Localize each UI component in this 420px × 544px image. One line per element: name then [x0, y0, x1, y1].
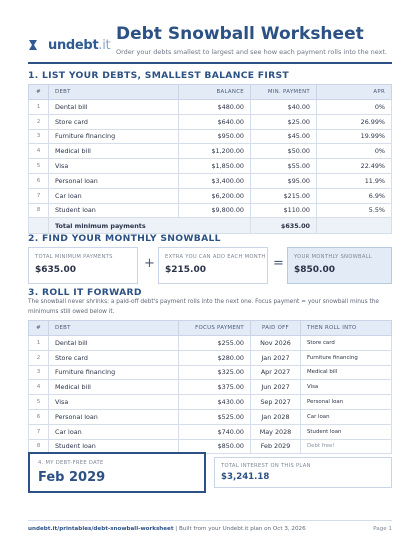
col-focus-payment: FOCUS PAYMENT — [179, 321, 251, 336]
debt-number: 6 — [29, 173, 49, 188]
roll-paid-off: Nov 2026 — [251, 336, 301, 351]
roll-into: Debt free! — [301, 439, 392, 454]
debt-number: 1 — [29, 100, 49, 115]
debt-number: 7 — [29, 188, 49, 203]
total-label: Total minimum payments — [49, 218, 251, 234]
roll-focus-payment: $525.00 — [179, 409, 251, 424]
roll-forward-note: The snowball never shrinks: a paid-off debt's payment rolls into the next one. Focus payment = your snowball minus the minimums still owed below it. — [28, 299, 379, 315]
monthly-snowball-value: $850.00 — [294, 265, 335, 275]
logo-wordmark: undebt.it — [48, 37, 111, 53]
equals-sign: = — [273, 256, 284, 271]
col-debt: DEBT — [49, 85, 179, 100]
roll-debt-name: Dental bill — [49, 336, 179, 351]
roll-number: 5 — [29, 395, 49, 410]
roll-number: 3 — [29, 365, 49, 380]
monthly-snowball-label: YOUR MONTHLY SNOWBALL — [294, 254, 373, 260]
debt-name: Car loan — [49, 188, 179, 203]
roll-row — [29, 380, 392, 395]
debt-apr: 0% — [317, 144, 392, 159]
roll-number: 6 — [29, 409, 49, 424]
debt-balance: $640.00 — [179, 114, 251, 129]
debt-apr: 11.9% — [317, 173, 392, 188]
debt-name: Dental bill — [49, 100, 179, 115]
roll-row — [29, 409, 392, 424]
plus-sign: + — [144, 256, 155, 271]
roll-row — [29, 336, 392, 351]
roll-focus-payment: $850.00 — [179, 439, 251, 454]
roll-paid-off: Feb 2029 — [251, 439, 301, 454]
debts-table — [28, 84, 392, 234]
extra-amount-value: $215.00 — [165, 265, 206, 275]
roll-into: Personal loan — [301, 395, 392, 410]
roll-focus-payment: $430.00 — [179, 395, 251, 410]
extra-amount-box — [158, 247, 268, 284]
col-min-payment: MIN. PAYMENT — [251, 85, 317, 100]
debt-apr: 6.9% — [317, 188, 392, 203]
roll-focus-payment: $375.00 — [179, 380, 251, 395]
total-minimum-label: TOTAL MINIMUM PAYMENTS — [35, 254, 113, 260]
debt-name: Personal loan — [49, 173, 179, 188]
col-balance: BALANCE — [179, 85, 251, 100]
section-2-title: 2. FIND YOUR MONTHLY SNOWBALL — [28, 233, 221, 244]
debt-number: 5 — [29, 159, 49, 174]
roll-debt-name: Store card — [49, 350, 179, 365]
worksheet-url-link[interactable]: undebt.it/printables/debt-snowball-worksheet — [28, 526, 174, 532]
debt-min-payment: $110.00 — [251, 203, 317, 218]
page-number: Page 1 — [373, 526, 392, 532]
debt-free-date-value: Feb 2029 — [38, 470, 106, 485]
debt-name: Furniture financing — [49, 129, 179, 144]
roll-paid-off: Jan 2028 — [251, 409, 301, 424]
debt-apr: 19.99% — [317, 129, 392, 144]
footer-note: | Built from your Undebt.it plan on Oct 3, 2026 — [173, 526, 306, 532]
debt-row — [29, 129, 392, 144]
total-interest-box — [214, 457, 392, 488]
roll-number: 1 — [29, 336, 49, 351]
roll-number: 4 — [29, 380, 49, 395]
total-interest-label: TOTAL INTEREST ON THIS PLAN — [221, 463, 311, 469]
roll-into: Medical bill — [301, 365, 392, 380]
roll-row — [29, 424, 392, 439]
roll-row — [29, 365, 392, 380]
roll-debt-name: Student loan — [49, 439, 179, 454]
total-blank-cell — [317, 218, 392, 234]
debt-balance: $950.00 — [179, 129, 251, 144]
debt-name: Store card — [49, 114, 179, 129]
debt-balance: $3,400.00 — [179, 173, 251, 188]
col-roll-into: THEN ROLL INTO — [301, 321, 392, 336]
debt-min-payment: $25.00 — [251, 114, 317, 129]
total-minimum-box — [28, 247, 138, 284]
debt-apr: 0% — [317, 100, 392, 115]
debt-balance: $1,850.00 — [179, 159, 251, 174]
debt-name: Medical bill — [49, 144, 179, 159]
total-row — [29, 218, 392, 234]
debt-row — [29, 173, 392, 188]
roll-paid-off: May 2028 — [251, 424, 301, 439]
roll-focus-payment: $325.00 — [179, 365, 251, 380]
undebt-logo[interactable] — [28, 36, 110, 54]
debt-free-date-box — [28, 452, 206, 493]
debt-number: 2 — [29, 114, 49, 129]
roll-debt-name: Personal loan — [49, 409, 179, 424]
roll-row — [29, 350, 392, 365]
roll-number: 2 — [29, 350, 49, 365]
debt-row — [29, 188, 392, 203]
col-apr: APR — [317, 85, 392, 100]
roll-debt-name: Visa — [49, 395, 179, 410]
col-number: # — [29, 321, 49, 336]
logo-wordmark-suffix: .it — [98, 37, 111, 53]
debt-min-payment: $55.00 — [251, 159, 317, 174]
debt-number: 8 — [29, 203, 49, 218]
roll-focus-payment: $280.00 — [179, 350, 251, 365]
roll-paid-off: Jan 2027 — [251, 350, 301, 365]
roll-row — [29, 395, 392, 410]
debt-min-payment: $40.00 — [251, 100, 317, 115]
debt-row — [29, 100, 392, 115]
total-blank-cell — [29, 218, 49, 234]
debt-min-payment: $95.00 — [251, 173, 317, 188]
roll-forward-table-header — [29, 321, 392, 336]
total-value: $635.00 — [251, 218, 317, 234]
debt-min-payment: $50.00 — [251, 144, 317, 159]
total-interest-value: $3,241.18 — [221, 472, 270, 482]
roll-into: Visa — [301, 380, 392, 395]
debt-number: 4 — [29, 144, 49, 159]
roll-number: 8 — [29, 439, 49, 454]
debt-name: Student loan — [49, 203, 179, 218]
debt-row — [29, 144, 392, 159]
roll-into: Car loan — [301, 409, 392, 424]
debt-balance: $9,800.00 — [179, 203, 251, 218]
debt-name: Visa — [49, 159, 179, 174]
debt-row — [29, 159, 392, 174]
extra-amount-label: EXTRA YOU CAN ADD EACH MONTH — [165, 254, 266, 260]
roll-focus-payment: $740.00 — [179, 424, 251, 439]
roll-paid-off: Jun 2027 — [251, 380, 301, 395]
debt-balance: $6,200.00 — [179, 188, 251, 203]
roll-debt-name: Medical bill — [49, 380, 179, 395]
monthly-snowball-box — [287, 247, 392, 284]
page-footer — [28, 526, 306, 532]
debt-min-payment: $45.00 — [251, 129, 317, 144]
roll-forward-table — [28, 320, 392, 454]
section-3-title: 3. ROLL IT FORWARD — [28, 287, 142, 298]
debt-balance: $1,200.00 — [179, 144, 251, 159]
debt-row — [29, 203, 392, 218]
section-1-title: 1. LIST YOUR DEBTS, SMALLEST BALANCE FIRST — [28, 70, 289, 81]
roll-debt-name: Car loan — [49, 424, 179, 439]
debt-row — [29, 114, 392, 129]
total-minimum-value: $635.00 — [35, 265, 76, 275]
footer-divider — [28, 520, 392, 521]
debt-number: 3 — [29, 129, 49, 144]
debt-min-payment: $215.00 — [251, 188, 317, 203]
debt-apr: 5.5% — [317, 203, 392, 218]
roll-debt-name: Furniture financing — [49, 365, 179, 380]
roll-focus-payment: $255.00 — [179, 336, 251, 351]
snowball-logo-icon — [28, 37, 48, 53]
col-debt: DEBT — [49, 321, 179, 336]
roll-into: Student loan — [301, 424, 392, 439]
roll-into: Store card — [301, 336, 392, 351]
header-divider — [28, 62, 392, 64]
col-paid-off: PAID OFF — [251, 321, 301, 336]
debt-apr: 22.49% — [317, 159, 392, 174]
roll-paid-off: Apr 2027 — [251, 365, 301, 380]
debt-free-date-label: 4. MY DEBT-FREE DATE — [38, 460, 104, 466]
roll-paid-off: Sep 2027 — [251, 395, 301, 410]
debt-balance: $480.00 — [179, 100, 251, 115]
roll-number: 7 — [29, 424, 49, 439]
debts-table-header — [29, 85, 392, 100]
page-title: Debt Snowball Worksheet — [116, 24, 364, 44]
debt-apr: 26.99% — [317, 114, 392, 129]
roll-into: Furniture financing — [301, 350, 392, 365]
page-subtitle: Order your debts smallest to largest and see how each payment rolls into the next. — [116, 48, 388, 56]
col-number: # — [29, 85, 49, 100]
